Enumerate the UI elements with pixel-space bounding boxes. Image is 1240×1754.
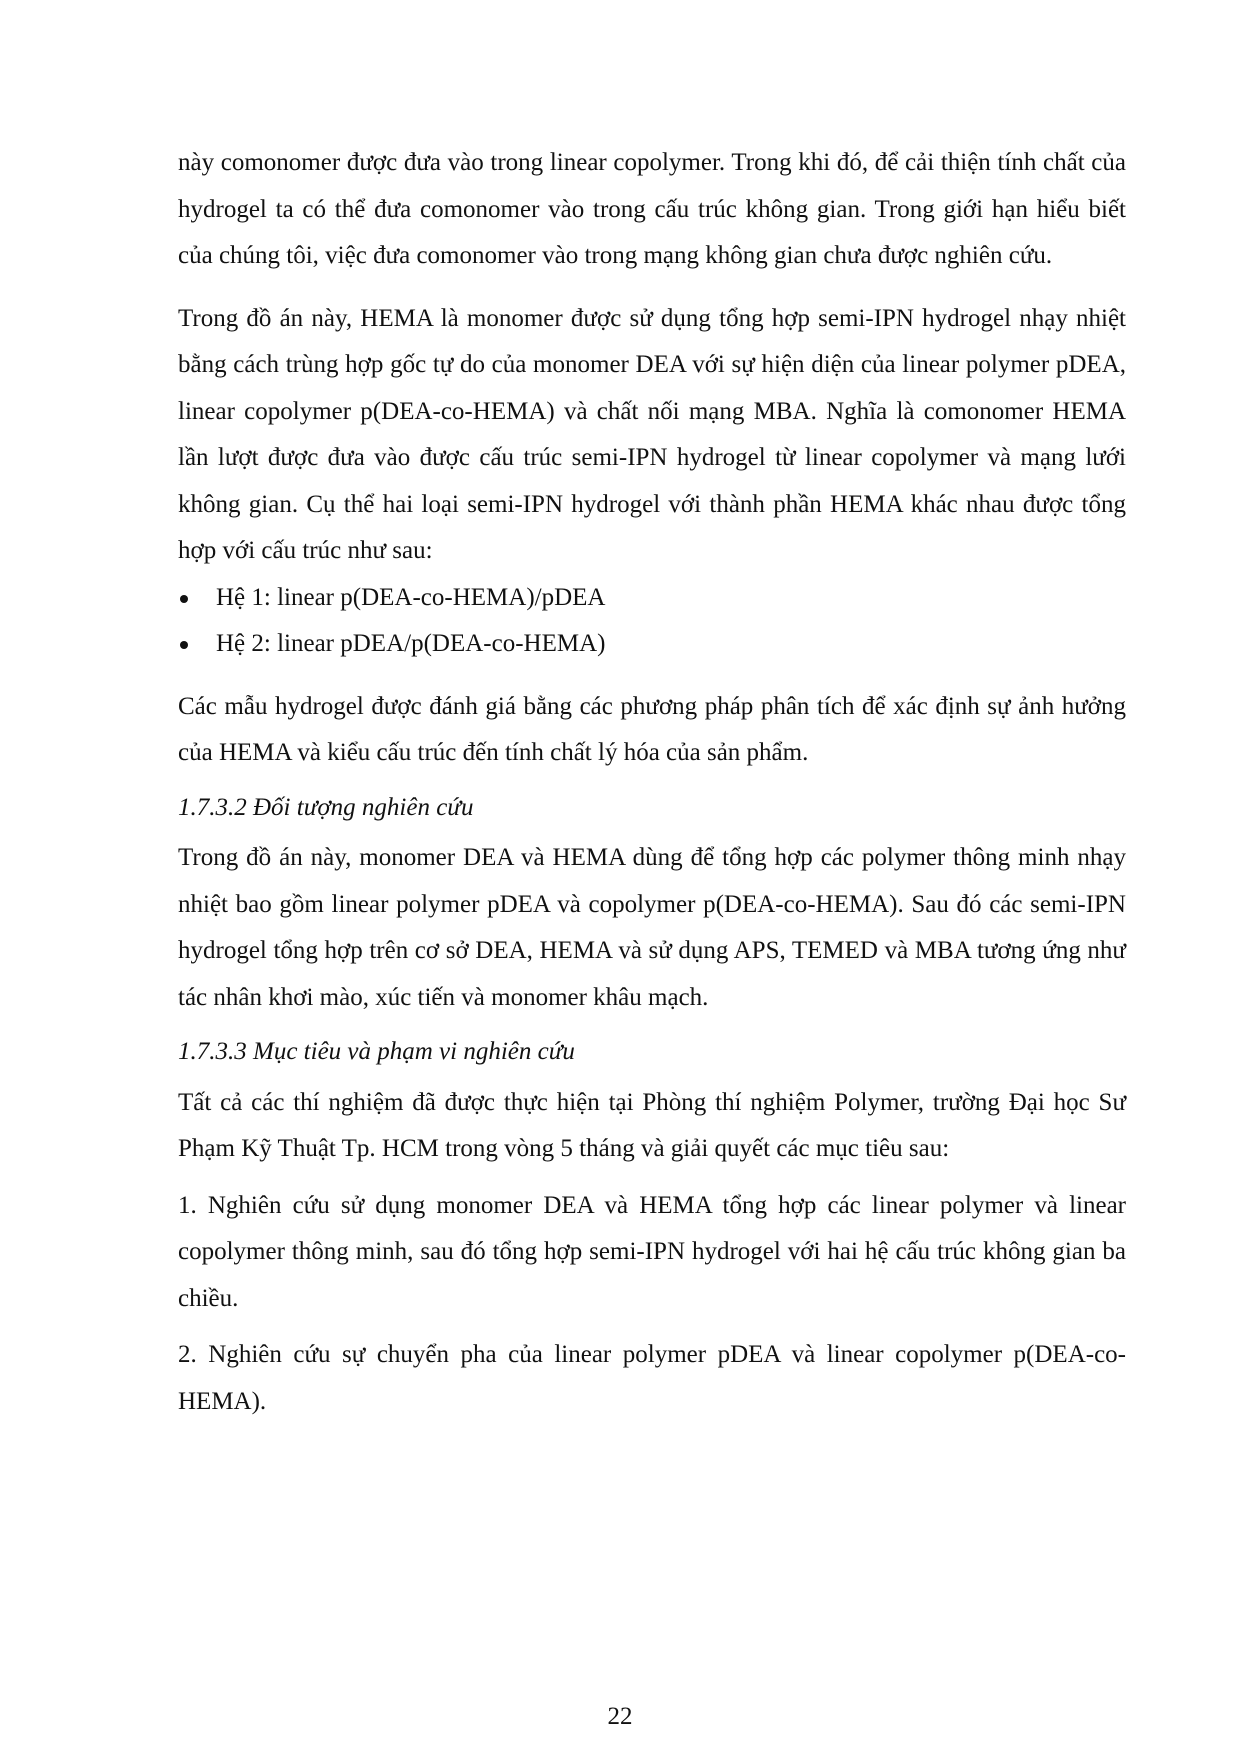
list-item (178, 621, 1126, 668)
page-number: 22 (607, 1703, 633, 1730)
paragraph-evaluation: Các mẫu hydrogel được đánh giá bằng các phương pháp phân tích để xác định sự ảnh hưởng của HEMA và kiểu cấu trúc đến tính chất lý hóa của sản phẩm. (178, 692, 1126, 766)
list-item-label: Hệ 1: linear p(DEA-co-HEMA)/pDEA (216, 583, 606, 611)
paragraph-comonomer-intro: này comonomer được đưa vào trong linear copolymer. Trong khi đó, để cải thiện tính chất của hydrogel ta có thể đưa comonomer vào trong cấu trúc không gian. Trong giới hạn hiểu biết của chúng tôi, việc đưa comonomer vào trong mạng không gian chưa được nghiên cứu. (178, 149, 1126, 269)
paragraph-objective-1: 1. Nghiên cứu sử dụng monomer DEA và HEMA tổng hợp các linear polymer và linear copolymer thông minh, sau đó tổng hợp semi-IPN hydrogel với hai hệ cấu trúc không gian ba chiều. (178, 1191, 1126, 1312)
section-heading-objectives: 1.7.3.3 Mục tiêu và phạm vi nghiên cứu (178, 1038, 575, 1065)
list-item-label: Hệ 2: linear pDEA/p(DEA-co-HEMA) (216, 630, 606, 657)
system-list (178, 575, 1126, 668)
list-item (178, 575, 1126, 622)
paragraph-objectives-intro: Tất cả các thí nghiệm đã được thực hiện tại Phòng thí nghiệm Polymer, trường Đại học Sư Phạm Kỹ Thuật Tp. HCM trong vòng 5 tháng và giải quyết các mục tiêu sau: (178, 1088, 1126, 1162)
paragraph-research-subject: Trong đồ án này, monomer DEA và HEMA dùng để tổng hợp các polymer thông minh nhạy nhiệt bao gồm linear polymer pDEA và copolymer p(DEA-co-HEMA). Sau đó các semi-IPN hydrogel tổng hợp trên cơ sở DEA, HEMA và sử dụng APS, TEMED và MBA tương ứng như tác nhân khơi mào, xúc tiến và monomer khâu mạch. (178, 844, 1126, 1011)
paragraph-objective-2: 2. Nghiên cứu sự chuyển pha của linear polymer pDEA và linear copolymer p(DEA-co-HEMA). (178, 1341, 1126, 1415)
paragraph-hema-synthesis: Trong đồ án này, HEMA là monomer được sử dụng tổng hợp semi-IPN hydrogel nhạy nhiệt bằng cách trùng hợp gốc tự do của monomer DEA với sự hiện diện của linear polymer pDEA, linear copolymer p(DEA-co-HEMA) và chất nối mạng MBA. Nghĩa là comonomer HEMA lần lượt được đưa vào được cấu trúc semi-IPN hydrogel từ linear copolymer và mạng lưới không gian. Cụ thể hai loại semi-IPN hydrogel với thành phần HEMA khác nhau được tổng hợp với cấu trúc như sau: (178, 304, 1126, 564)
bullet-icon (180, 595, 188, 603)
bullet-icon (180, 641, 188, 649)
section-heading-research-subject: 1.7.3.2 Đối tượng nghiên cứu (178, 793, 474, 821)
document-page-body (178, 140, 1126, 1425)
